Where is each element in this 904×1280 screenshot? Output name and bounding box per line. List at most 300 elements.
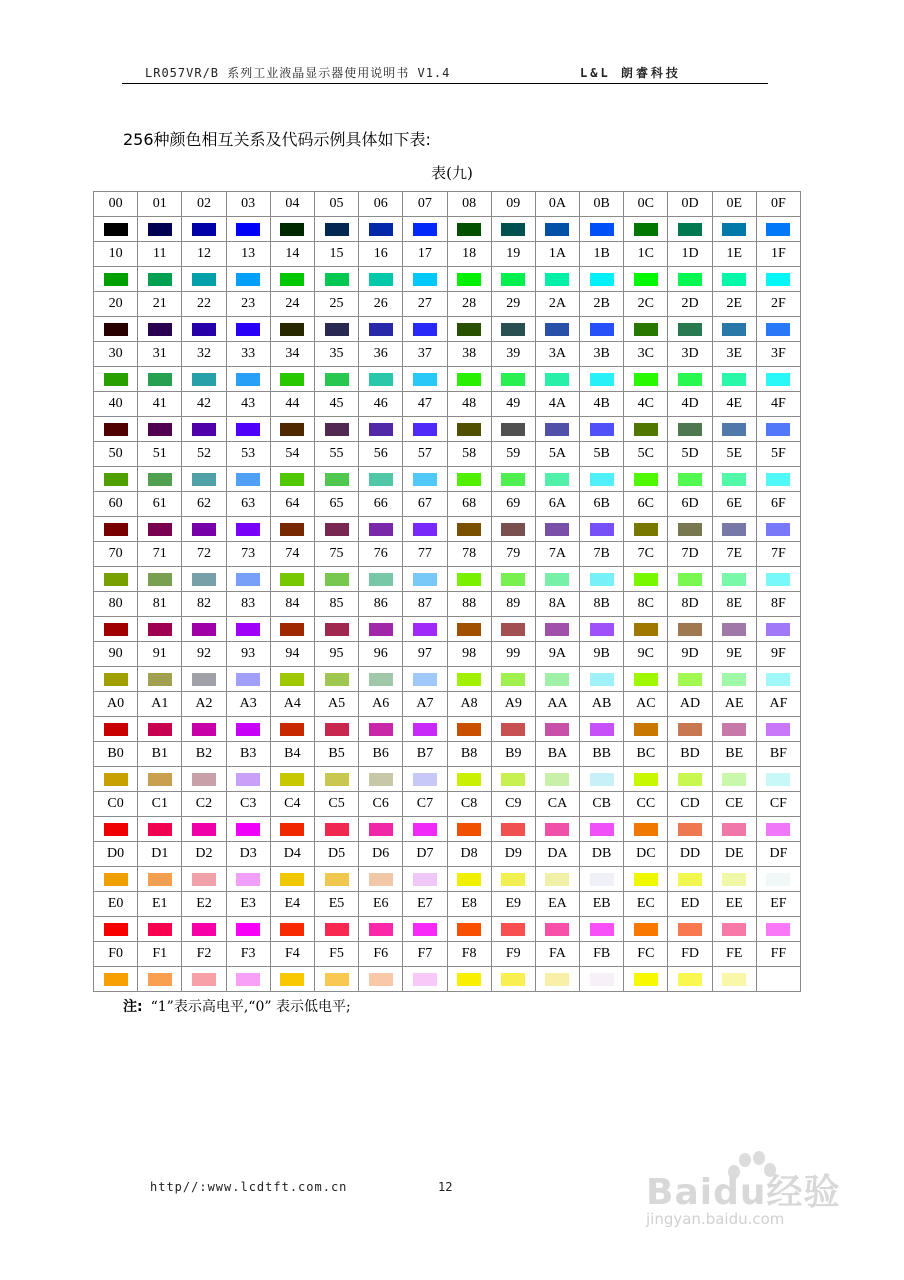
color-swatch — [457, 373, 481, 386]
color-code-cell: 02 — [182, 192, 226, 217]
color-code-cell: 69 — [491, 492, 535, 517]
color-code-cell: 46 — [359, 392, 403, 417]
color-swatch-cell — [270, 267, 314, 292]
color-swatch — [148, 323, 172, 336]
color-swatch-cell — [668, 417, 712, 442]
color-code-cell: 01 — [138, 192, 182, 217]
color-swatch — [413, 923, 437, 936]
color-swatch-cell — [580, 217, 624, 242]
color-swatch — [192, 573, 216, 586]
color-code-cell: 5D — [668, 442, 712, 467]
color-swatch — [766, 773, 790, 786]
color-swatch-cell — [314, 917, 358, 942]
color-swatch-cell — [624, 217, 668, 242]
color-swatch-cell — [359, 767, 403, 792]
color-code-cell: 7C — [624, 542, 668, 567]
color-swatch — [413, 473, 437, 486]
color-code-cell: D6 — [359, 842, 403, 867]
color-swatch-cell — [624, 317, 668, 342]
code-row — [94, 692, 801, 717]
color-code-cell: B4 — [270, 742, 314, 767]
color-swatch-cell — [580, 317, 624, 342]
color-swatch — [501, 373, 525, 386]
color-swatch-cell — [712, 217, 756, 242]
color-swatch — [148, 773, 172, 786]
color-swatch — [590, 323, 614, 336]
color-swatch-cell — [668, 967, 712, 992]
color-code-cell: 50 — [94, 442, 138, 467]
color-swatch-cell — [314, 667, 358, 692]
color-swatch-cell — [226, 517, 270, 542]
color-swatch-cell — [447, 617, 491, 642]
color-swatch — [678, 273, 702, 286]
color-code-cell: 0D — [668, 192, 712, 217]
color-swatch — [413, 973, 437, 986]
code-row — [94, 892, 801, 917]
color-code-cell: D4 — [270, 842, 314, 867]
color-swatch-cell — [535, 767, 579, 792]
color-code-cell: 8F — [756, 592, 800, 617]
color-swatch — [457, 623, 481, 636]
color-swatch — [634, 873, 658, 886]
color-swatch — [325, 973, 349, 986]
code-row — [94, 342, 801, 367]
swatch-row — [94, 667, 801, 692]
color-swatch-cell — [138, 417, 182, 442]
color-swatch-cell — [94, 517, 138, 542]
color-code-cell: 8C — [624, 592, 668, 617]
intro-text: 256种颜色相互关系及代码示例具体如下表: — [123, 130, 431, 149]
color-swatch-cell — [403, 767, 447, 792]
color-code-cell: EA — [535, 892, 579, 917]
color-code-cell: E9 — [491, 892, 535, 917]
color-code-cell: 18 — [447, 242, 491, 267]
color-code-cell: EF — [756, 892, 800, 917]
color-swatch-cell — [624, 467, 668, 492]
color-code-cell: E3 — [226, 892, 270, 917]
color-swatch-cell — [270, 317, 314, 342]
color-swatch-cell — [94, 217, 138, 242]
color-swatch-cell — [270, 467, 314, 492]
color-swatch — [634, 273, 658, 286]
color-swatch-cell — [712, 917, 756, 942]
color-swatch-cell — [94, 617, 138, 642]
color-code-cell: DB — [580, 842, 624, 867]
color-code-cell: 56 — [359, 442, 403, 467]
color-code-cell: F8 — [447, 942, 491, 967]
color-swatch-cell — [94, 967, 138, 992]
color-swatch — [722, 623, 746, 636]
color-swatch-cell — [138, 667, 182, 692]
color-swatch — [766, 923, 790, 936]
color-code-cell: 6C — [624, 492, 668, 517]
color-swatch — [280, 573, 304, 586]
color-code-cell: 45 — [314, 392, 358, 417]
color-swatch — [678, 373, 702, 386]
color-code-cell: 5A — [535, 442, 579, 467]
color-code-cell: 89 — [491, 592, 535, 617]
color-swatch-cell — [314, 517, 358, 542]
color-code-cell: F4 — [270, 942, 314, 967]
swatch-row — [94, 317, 801, 342]
color-swatch-cell — [535, 317, 579, 342]
color-swatch-cell — [359, 267, 403, 292]
color-swatch — [413, 323, 437, 336]
color-swatch — [678, 773, 702, 786]
color-code-cell: 55 — [314, 442, 358, 467]
color-swatch-cell — [359, 867, 403, 892]
color-swatch-cell — [535, 667, 579, 692]
color-code-cell: D9 — [491, 842, 535, 867]
note-text: “1”表示高电平,“0” 表示低电平; — [150, 999, 351, 1015]
color-code-cell: 6F — [756, 492, 800, 517]
color-swatch — [766, 623, 790, 636]
color-swatch-cell — [226, 817, 270, 842]
color-code-cell: 83 — [226, 592, 270, 617]
color-swatch — [457, 523, 481, 536]
color-swatch-cell — [270, 217, 314, 242]
color-swatch-cell — [712, 967, 756, 992]
color-code-cell: CF — [756, 792, 800, 817]
color-swatch-cell — [624, 717, 668, 742]
color-swatch — [325, 923, 349, 936]
color-code-cell: 63 — [226, 492, 270, 517]
color-code-cell: 3B — [580, 342, 624, 367]
color-swatch-cell — [756, 867, 800, 892]
swatch-row — [94, 267, 801, 292]
color-swatch — [634, 623, 658, 636]
color-swatch-cell — [756, 967, 800, 992]
color-swatch — [766, 873, 790, 886]
color-swatch — [325, 873, 349, 886]
color-swatch — [236, 573, 260, 586]
color-code-cell: E8 — [447, 892, 491, 917]
color-swatch — [545, 873, 569, 886]
color-code-cell: 82 — [182, 592, 226, 617]
swatch-row — [94, 967, 801, 992]
color-swatch — [369, 673, 393, 686]
color-swatch-cell — [712, 367, 756, 392]
color-code-cell: 32 — [182, 342, 226, 367]
color-code-cell: F5 — [314, 942, 358, 967]
color-swatch-cell — [94, 667, 138, 692]
color-code-cell: 37 — [403, 342, 447, 367]
color-code-cell: A1 — [138, 692, 182, 717]
color-swatch — [280, 673, 304, 686]
color-swatch — [236, 673, 260, 686]
color-swatch — [722, 323, 746, 336]
color-code-cell: 13 — [226, 242, 270, 267]
color-code-cell: A3 — [226, 692, 270, 717]
color-swatch — [545, 523, 569, 536]
color-swatch — [501, 623, 525, 636]
color-swatch-cell — [756, 767, 800, 792]
color-swatch-cell — [226, 617, 270, 642]
color-code-cell: A5 — [314, 692, 358, 717]
color-swatch — [501, 923, 525, 936]
color-swatch-cell — [270, 517, 314, 542]
color-code-cell: BF — [756, 742, 800, 767]
color-swatch-cell — [756, 217, 800, 242]
color-swatch — [192, 723, 216, 736]
color-swatch — [545, 323, 569, 336]
color-swatch — [413, 823, 437, 836]
color-swatch-cell — [491, 417, 535, 442]
color-swatch — [722, 373, 746, 386]
color-code-cell: 79 — [491, 542, 535, 567]
color-code-cell: D0 — [94, 842, 138, 867]
color-swatch — [280, 273, 304, 286]
color-swatch-cell — [182, 467, 226, 492]
color-code-cell: 95 — [314, 642, 358, 667]
color-swatch — [634, 223, 658, 236]
color-code-cell: CD — [668, 792, 712, 817]
color-swatch-cell — [138, 767, 182, 792]
color-code-cell: 4C — [624, 392, 668, 417]
color-code-cell: 33 — [226, 342, 270, 367]
color-swatch — [369, 323, 393, 336]
color-swatch — [104, 823, 128, 836]
color-swatch — [766, 423, 790, 436]
color-swatch-cell — [580, 967, 624, 992]
color-swatch-cell — [270, 567, 314, 592]
color-swatch — [325, 523, 349, 536]
color-swatch — [457, 473, 481, 486]
color-code-cell: 2D — [668, 292, 712, 317]
color-swatch-cell — [359, 567, 403, 592]
color-code-cell: C9 — [491, 792, 535, 817]
color-code-cell: A4 — [270, 692, 314, 717]
color-swatch — [634, 723, 658, 736]
color-code-cell: 10 — [94, 242, 138, 267]
color-code-cell: 2B — [580, 292, 624, 317]
color-swatch — [678, 823, 702, 836]
color-code-cell: 43 — [226, 392, 270, 417]
color-swatch-cell — [491, 617, 535, 642]
header-title: LR057VR/B 系列工业液晶显示器使用说明书 V1.4 — [145, 66, 451, 80]
color-code-cell: 98 — [447, 642, 491, 667]
color-swatch-cell — [226, 967, 270, 992]
color-code-cell: 1D — [668, 242, 712, 267]
color-swatch — [766, 823, 790, 836]
color-swatch-cell — [138, 717, 182, 742]
color-swatch — [236, 223, 260, 236]
color-swatch — [280, 773, 304, 786]
color-swatch — [413, 373, 437, 386]
color-swatch — [325, 223, 349, 236]
color-swatch-cell — [314, 317, 358, 342]
color-swatch — [325, 423, 349, 436]
color-swatch-cell — [270, 817, 314, 842]
color-swatch — [236, 473, 260, 486]
color-swatch — [545, 273, 569, 286]
color-swatch-cell — [756, 467, 800, 492]
color-swatch — [104, 973, 128, 986]
color-code-cell: 44 — [270, 392, 314, 417]
color-swatch-cell — [403, 917, 447, 942]
swatch-row — [94, 867, 801, 892]
color-swatch-cell — [535, 567, 579, 592]
color-code-cell: 17 — [403, 242, 447, 267]
color-code-cell: EC — [624, 892, 668, 917]
color-swatch-cell — [712, 667, 756, 692]
color-code-cell: 4B — [580, 392, 624, 417]
color-swatch — [325, 323, 349, 336]
color-swatch-cell — [535, 917, 579, 942]
color-swatch-cell — [403, 817, 447, 842]
color-swatch-cell — [359, 617, 403, 642]
color-swatch-cell — [359, 817, 403, 842]
color-code-cell: EE — [712, 892, 756, 917]
color-swatch — [369, 273, 393, 286]
color-code-cell: E7 — [403, 892, 447, 917]
color-swatch — [369, 373, 393, 386]
color-swatch — [501, 273, 525, 286]
color-code-cell: C6 — [359, 792, 403, 817]
color-swatch — [457, 323, 481, 336]
color-swatch-cell — [535, 217, 579, 242]
swatch-row — [94, 917, 801, 942]
color-code-cell: BA — [535, 742, 579, 767]
color-swatch-cell — [712, 617, 756, 642]
color-swatch — [766, 273, 790, 286]
code-row — [94, 592, 801, 617]
color-code-cell: 52 — [182, 442, 226, 467]
color-code-cell: E2 — [182, 892, 226, 917]
color-swatch-cell — [226, 267, 270, 292]
code-row — [94, 842, 801, 867]
color-swatch-cell — [491, 917, 535, 942]
color-swatch-cell — [447, 317, 491, 342]
color-swatch-cell — [226, 917, 270, 942]
color-code-cell: E6 — [359, 892, 403, 917]
code-row — [94, 392, 801, 417]
color-swatch — [501, 723, 525, 736]
color-code-cell: C2 — [182, 792, 226, 817]
color-swatch — [280, 823, 304, 836]
color-swatch — [104, 523, 128, 536]
color-swatch-cell — [226, 767, 270, 792]
color-code-cell: DA — [535, 842, 579, 867]
color-swatch-cell — [182, 717, 226, 742]
color-swatch-cell — [182, 367, 226, 392]
color-swatch — [766, 473, 790, 486]
color-swatch-cell — [580, 567, 624, 592]
color-code-cell: EB — [580, 892, 624, 917]
color-code-cell: A9 — [491, 692, 535, 717]
color-swatch-cell — [94, 717, 138, 742]
color-code-cell: 0A — [535, 192, 579, 217]
color-swatch-cell — [668, 217, 712, 242]
color-swatch-cell — [270, 367, 314, 392]
color-swatch-cell — [138, 917, 182, 942]
color-code-cell: 2C — [624, 292, 668, 317]
color-code-cell: 99 — [491, 642, 535, 667]
color-code-cell: 58 — [447, 442, 491, 467]
color-swatch-cell — [94, 417, 138, 442]
color-code-cell: B5 — [314, 742, 358, 767]
color-swatch — [325, 623, 349, 636]
color-swatch — [325, 573, 349, 586]
color-swatch — [192, 923, 216, 936]
color-swatch — [325, 673, 349, 686]
color-swatch — [545, 823, 569, 836]
color-code-cell: AB — [580, 692, 624, 717]
color-swatch — [634, 423, 658, 436]
color-swatch — [104, 223, 128, 236]
color-code-cell: 59 — [491, 442, 535, 467]
color-code-cell: B7 — [403, 742, 447, 767]
color-code-cell: D3 — [226, 842, 270, 867]
color-swatch-cell — [668, 367, 712, 392]
color-swatch-cell — [314, 417, 358, 442]
color-swatch — [413, 623, 437, 636]
color-swatch-cell — [447, 817, 491, 842]
color-code-cell: DE — [712, 842, 756, 867]
color-swatch-cell — [403, 667, 447, 692]
color-swatch — [678, 573, 702, 586]
color-swatch — [678, 873, 702, 886]
color-swatch — [192, 423, 216, 436]
color-swatch-cell — [491, 217, 535, 242]
color-code-cell: 6A — [535, 492, 579, 517]
color-swatch-cell — [359, 367, 403, 392]
color-code-cell: 80 — [94, 592, 138, 617]
swatch-row — [94, 617, 801, 642]
color-swatch-cell — [182, 667, 226, 692]
color-swatch-cell — [491, 317, 535, 342]
color-swatch-cell — [668, 467, 712, 492]
color-swatch-cell — [94, 467, 138, 492]
color-swatch — [722, 273, 746, 286]
color-swatch-cell — [535, 367, 579, 392]
color-code-cell: 20 — [94, 292, 138, 317]
color-swatch — [413, 873, 437, 886]
color-code-cell: B1 — [138, 742, 182, 767]
color-code-cell: 6B — [580, 492, 624, 517]
color-swatch — [545, 423, 569, 436]
color-swatch — [545, 973, 569, 986]
page-number: 12 — [438, 1180, 453, 1194]
color-swatch-cell — [94, 867, 138, 892]
color-code-cell: 25 — [314, 292, 358, 317]
color-code-cell: B3 — [226, 742, 270, 767]
note-label: 注: — [123, 999, 143, 1015]
color-code-cell: DD — [668, 842, 712, 867]
color-code-cell: CA — [535, 792, 579, 817]
color-swatch-cell — [712, 417, 756, 442]
color-code-cell: DF — [756, 842, 800, 867]
color-swatch — [104, 873, 128, 886]
color-code-cell: 7B — [580, 542, 624, 567]
color-swatch-cell — [580, 417, 624, 442]
color-swatch — [722, 873, 746, 886]
color-swatch — [634, 823, 658, 836]
color-swatch-cell — [403, 617, 447, 642]
color-swatch — [280, 623, 304, 636]
color-swatch — [148, 373, 172, 386]
color-swatch-cell — [182, 817, 226, 842]
color-swatch-cell — [403, 317, 447, 342]
color-swatch — [280, 523, 304, 536]
color-swatch — [590, 573, 614, 586]
color-swatch-cell — [491, 717, 535, 742]
color-swatch-cell — [580, 917, 624, 942]
color-code-cell: 3D — [668, 342, 712, 367]
color-swatch-cell — [403, 217, 447, 242]
color-swatch — [104, 423, 128, 436]
color-swatch — [104, 323, 128, 336]
